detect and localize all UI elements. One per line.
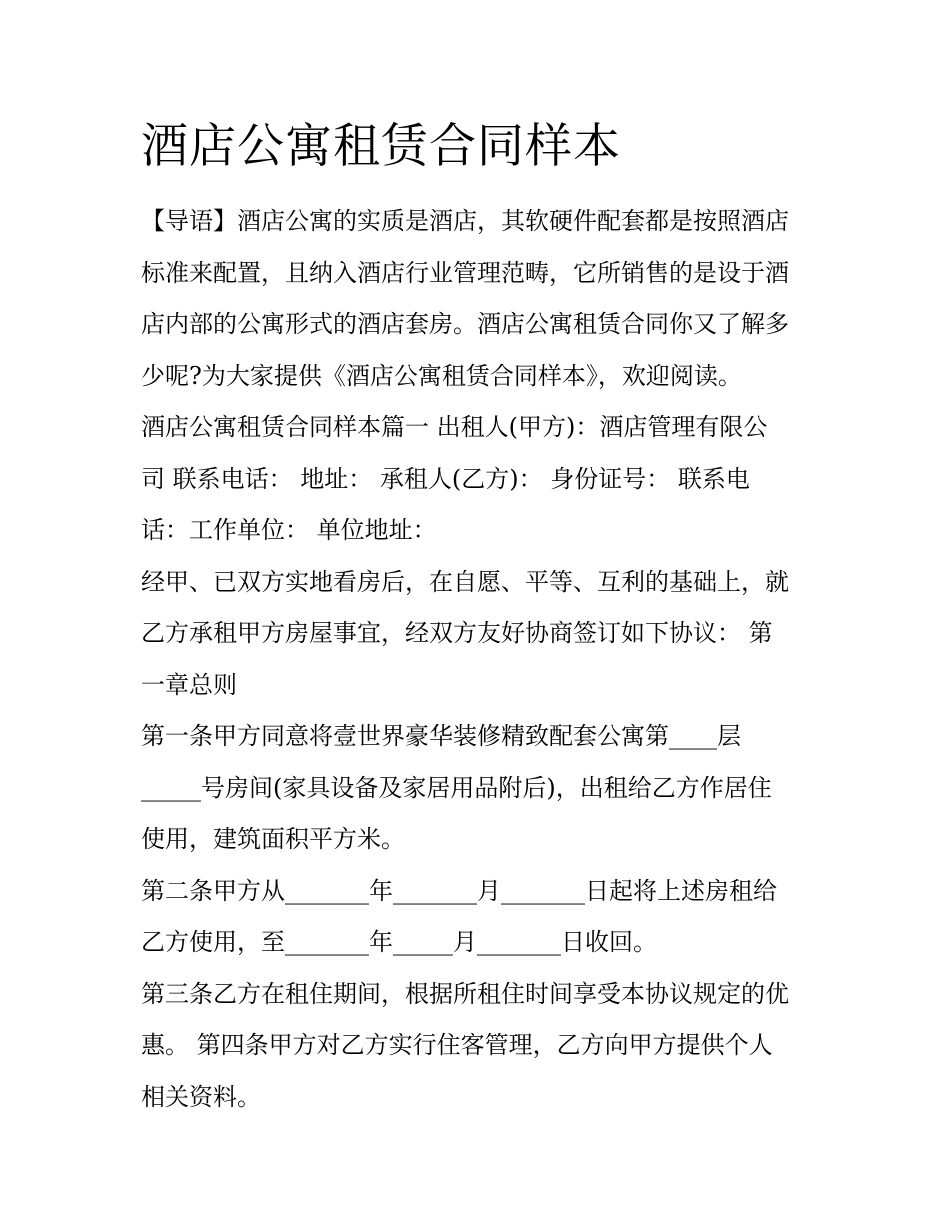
body-line: 一章总则: [141, 670, 237, 699]
body-line: 第三条乙方在租住期间，根据所租住时间享受本协议规定的优: [141, 979, 789, 1008]
body-line: 经甲、已双方实地看房后，在自愿、平等、互利的基础上，就: [141, 567, 789, 596]
document-title: 酒店公寓租赁合同样本: [141, 119, 621, 174]
body-line: 相关资料。: [141, 1082, 261, 1111]
body-line: 乙方使用，至_______年_____月_______日收回。: [141, 928, 657, 956]
body-line: 第一条甲方同意将壹世界豪华装修精致配套公寓第____层: [141, 722, 741, 750]
body-line: 酒店公寓租赁合同样本篇一 出租人(甲方)：酒店管理有限公: [141, 413, 768, 441]
body-line: 少呢?为大家提供《酒店公寓租赁合同样本》，欢迎阅读。: [141, 361, 742, 390]
body-line: _____号房间(家具设备及家居用品附后)，出租给乙方作居住: [141, 773, 772, 802]
body-line: 乙方承租甲方房屋事宜，经双方友好协商签订如下协议： 第: [141, 619, 773, 647]
body-line: 惠。 第四条甲方对乙方实行住客管理，乙方向甲方提供个人: [141, 1031, 773, 1059]
body-line: 话：工作单位： 单位地址：: [141, 516, 437, 544]
body-line: 第二条甲方从_______年_______月_______日起将上述房租给: [141, 876, 777, 905]
document-body: [141, 196, 821, 1123]
body-line: 【导语】酒店公寓的实质是酒店，其软硬件配套都是按照酒店: [141, 207, 789, 235]
body-line: 司 联系电话： 地址： 承租人(乙方)： 身份证号： 联系电: [141, 464, 750, 493]
body-line: 使用，建筑面积平方米。: [141, 825, 405, 853]
body-line: 标准来配置，且纳入酒店行业管理范畴，它所销售的是设于酒: [141, 258, 789, 287]
body-line: 店内部的公寓形式的酒店套房。酒店公寓租赁合同你又了解多: [141, 310, 789, 338]
